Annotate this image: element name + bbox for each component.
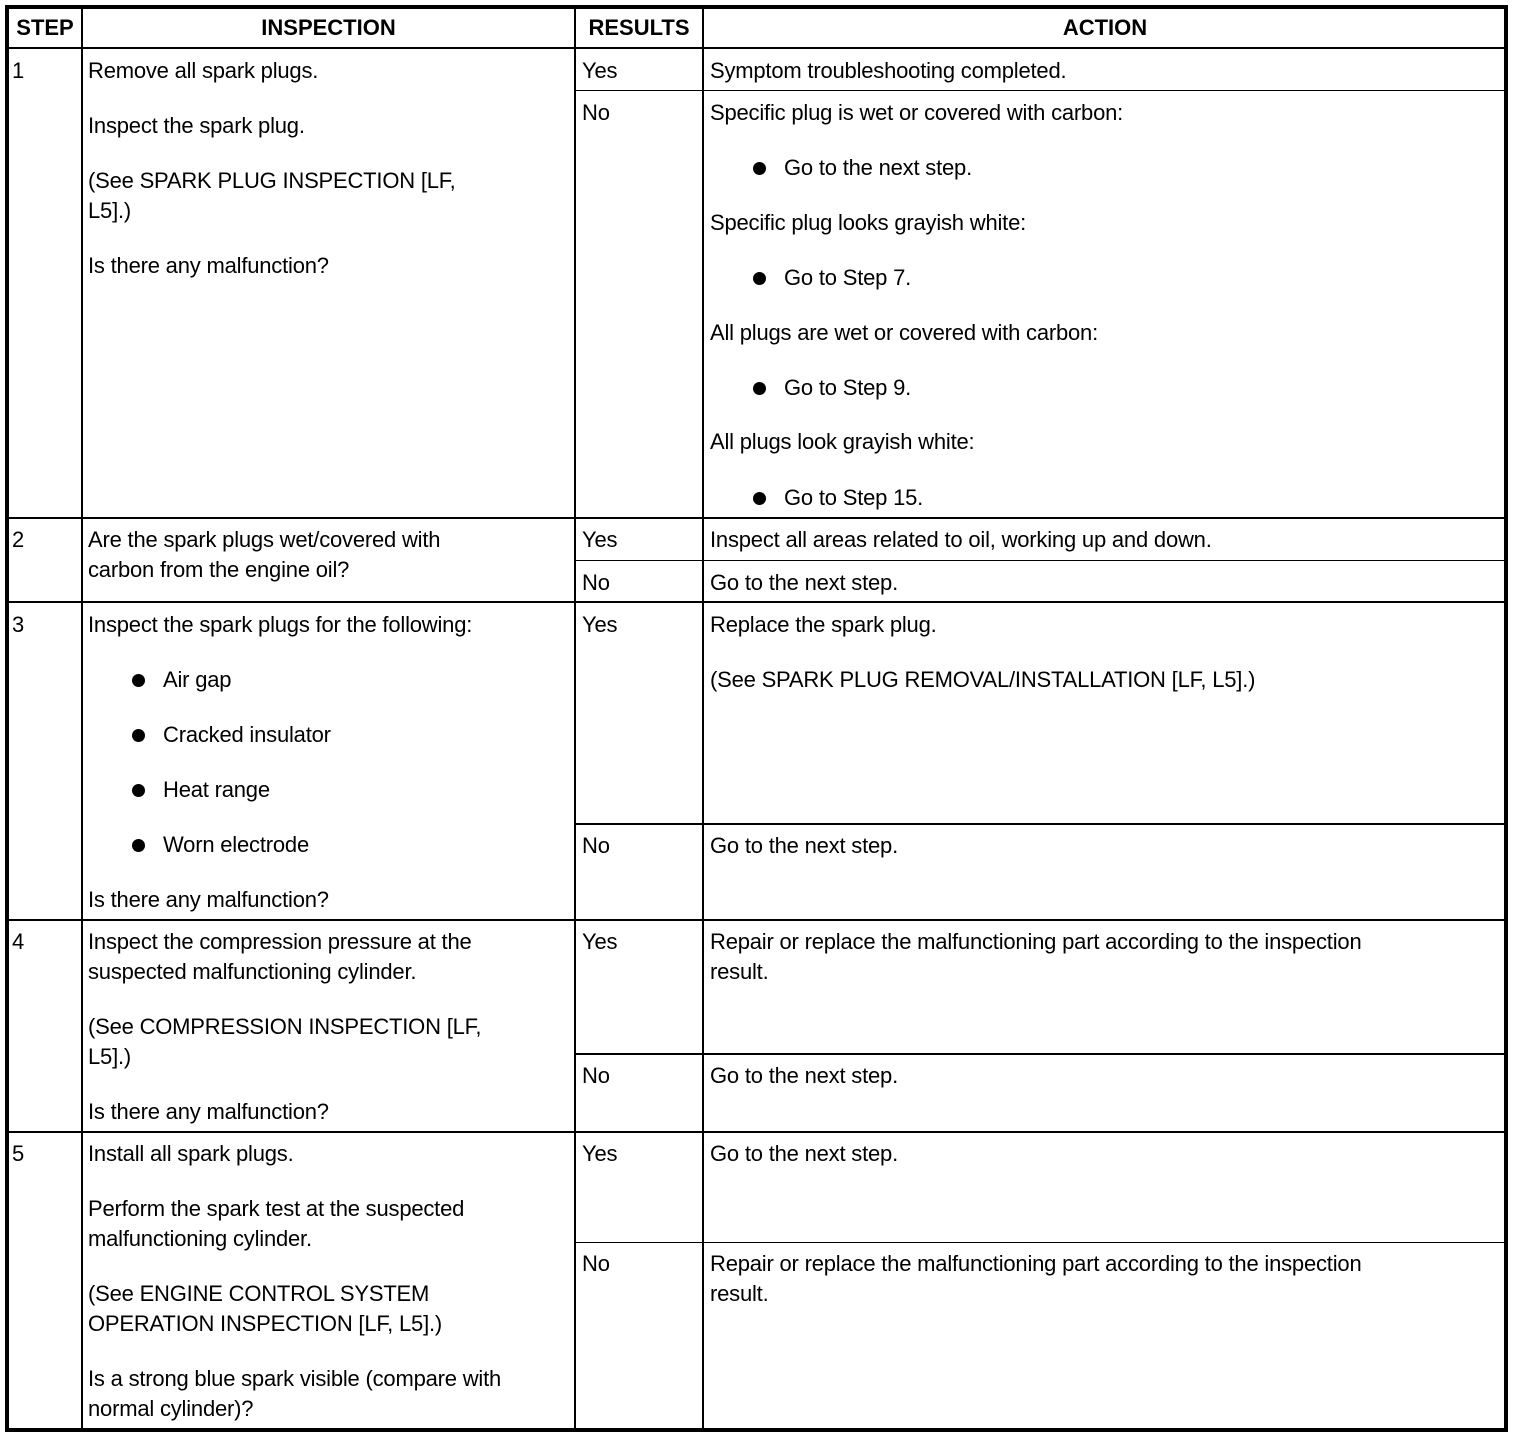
subrow-divider [575,823,1507,825]
row-divider [7,47,1507,49]
inspection-question: Is a strong blue spark visible (compare with [88,1366,502,1391]
row-divider [7,601,1507,603]
action-bullet-text: Go to Step 7. [784,265,912,290]
bullet-icon [132,729,145,742]
step-number: 3 [12,612,25,637]
inspection-text: malfunctioning cylinder. [88,1226,312,1251]
inspection-bullet: Worn electrode [163,832,309,857]
action-text: Repair or replace the malfunctioning part according to the inspection [710,929,1362,954]
result-yes: Yes [582,527,618,552]
inspection-reference: (See SPARK PLUG INSPECTION [LF, [88,168,456,193]
column-divider [574,7,576,1431]
inspection-reference: OPERATION INSPECTION [LF, L5].) [88,1311,443,1336]
inspection-text: suspected malfunctioning cylinder. [88,959,417,984]
action-text: Repair or replace the malfunctioning part according to the inspection [710,1251,1362,1276]
inspection-text: Inspect the spark plugs for the following: [88,612,473,637]
inspection-question: Is there any malfunction? [88,1099,329,1124]
subrow-divider [575,560,1507,561]
result-yes: Yes [582,612,618,637]
column-divider [81,7,83,1431]
bullet-icon [753,162,766,175]
inspection-text: Perform the spark test at the suspected [88,1196,465,1221]
action-text: result. [710,1281,769,1306]
result-no: No [582,833,610,858]
row-divider [7,1131,1507,1133]
result-no: No [582,100,610,125]
action-bullet-text: Go to the next step. [784,155,973,180]
inspection-bullet: Cracked insulator [163,722,331,747]
step-number: 1 [12,58,25,83]
inspection-question: Is there any malfunction? [88,253,329,278]
action-condition: Specific plug looks grayish white: [710,210,1027,235]
header-results: RESULTS [588,15,690,40]
action-condition: All plugs are wet or covered with carbon: [710,320,1098,345]
inspection-text: Inspect the spark plug. [88,113,305,138]
step-number: 4 [12,929,25,954]
inspection-text: Are the spark plugs wet/covered with [88,527,441,552]
action-reference: (See SPARK PLUG REMOVAL/INSTALLATION [LF, L5].) [710,667,1256,692]
step-number: 5 [12,1141,25,1166]
action-text: Inspect all areas related to oil, working up and down. [710,527,1212,552]
action-condition: All plugs look grayish white: [710,429,975,454]
row-divider [7,919,1507,921]
inspection-reference: L5].) [88,198,132,223]
action-bullet-text: Go to Step 15. [784,485,924,510]
action-text: Go to the next step. [710,570,899,595]
header-inspection: INSPECTION [261,15,396,40]
inspection-bullet: Heat range [163,777,270,802]
inspection-question: Is there any malfunction? [88,887,329,912]
action-text: Replace the spark plug. [710,612,937,637]
result-no: No [582,570,610,595]
column-divider [702,7,704,1431]
inspection-question: normal cylinder)? [88,1396,254,1421]
bullet-icon [132,784,145,797]
action-text: Go to the next step. [710,1063,899,1088]
header-step: STEP [16,15,74,40]
result-yes: Yes [582,1141,618,1166]
inspection-text: Remove all spark plugs. [88,58,319,83]
inspection-reference: (See ENGINE CONTROL SYSTEM [88,1281,430,1306]
result-yes: Yes [582,58,618,83]
inspection-reference: (See COMPRESSION INSPECTION [LF, [88,1014,482,1039]
action-bullet-text: Go to Step 9. [784,375,912,400]
step-number: 2 [12,527,25,552]
inspection-text: carbon from the engine oil? [88,557,350,582]
action-text: Go to the next step. [710,1141,899,1166]
inspection-bullet: Air gap [163,667,232,692]
bullet-icon [753,492,766,505]
header-action: ACTION [1062,15,1148,40]
row-divider [7,517,1507,519]
subrow-divider [575,1053,1507,1055]
bullet-icon [753,382,766,395]
result-no: No [582,1063,610,1088]
result-no: No [582,1251,610,1276]
bullet-icon [132,674,145,687]
subrow-divider [575,90,1507,91]
inspection-text: Install all spark plugs. [88,1141,294,1166]
inspection-text: Inspect the compression pressure at the [88,929,472,954]
action-text: result. [710,959,769,984]
action-text: Symptom troubleshooting completed. [710,58,1067,83]
subrow-divider [575,1242,1507,1243]
result-yes: Yes [582,929,618,954]
bullet-icon [753,272,766,285]
action-text: Go to the next step. [710,833,899,858]
action-condition: Specific plug is wet or covered with carbon: [710,100,1124,125]
inspection-reference: L5].) [88,1044,132,1069]
bullet-icon [132,839,145,852]
